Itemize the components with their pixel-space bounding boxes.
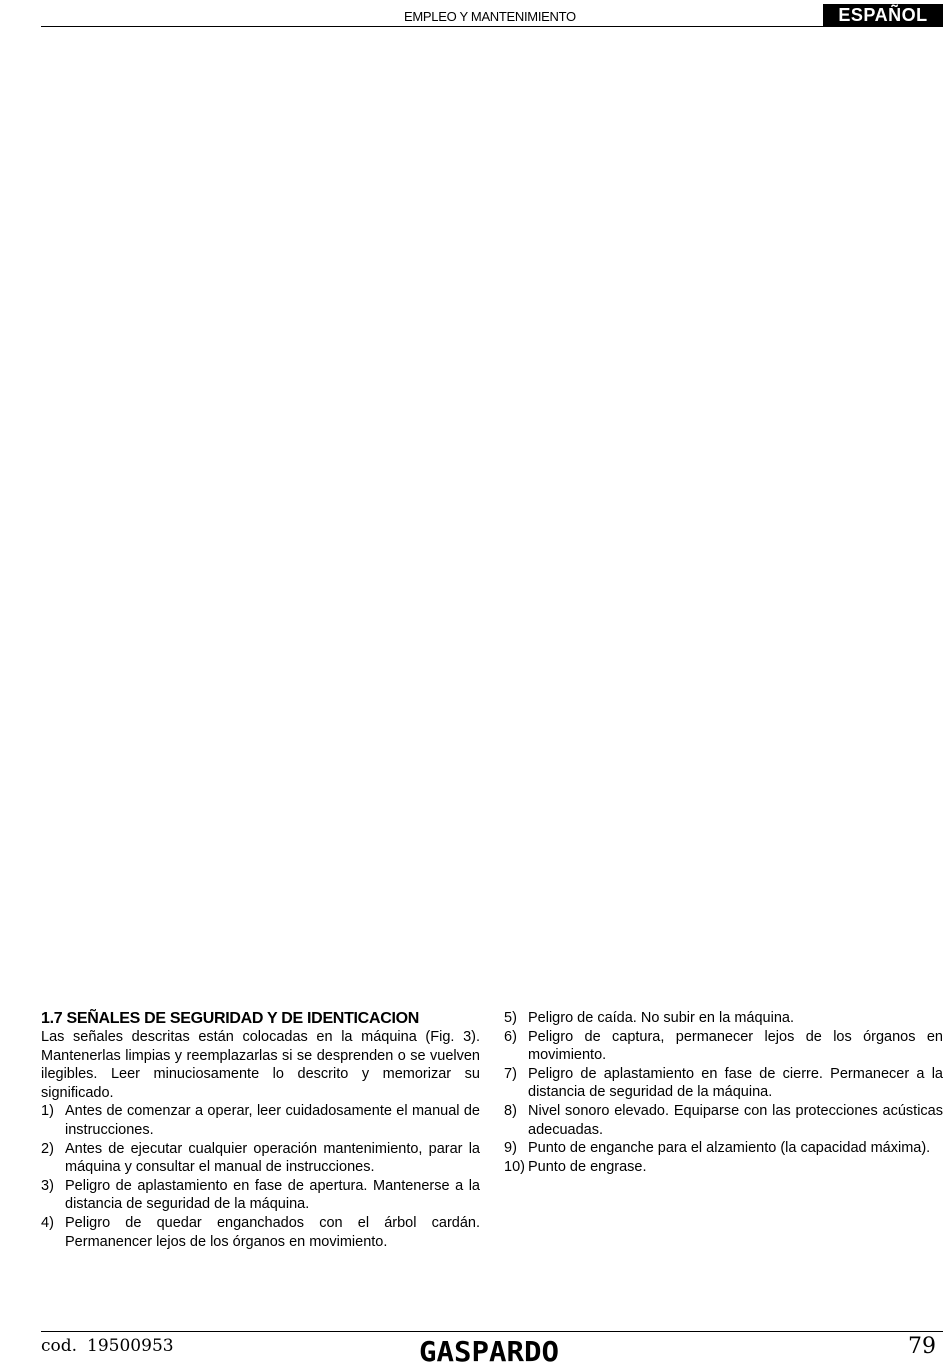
- document-code: [41, 1336, 174, 1356]
- list-item: [504, 1028, 943, 1065]
- item-number: 6): [504, 1028, 517, 1045]
- item-text: Nivel sonoro elevado. Equiparse con las protecciones acústicas adecuadas.: [528, 1102, 943, 1138]
- list-item: [504, 1139, 943, 1158]
- list-item: [504, 1102, 943, 1139]
- section-intro: Las señales descritas están colocadas en la máquina (Fig. 3). Mantenerlas limpias y reemplazarlas si se desprenden o se vuelven ilegibles. Leer minuciosamente lo descrito y memorizar su significado.: [41, 1029, 480, 1101]
- safety-list-left: [41, 1102, 480, 1251]
- right-column: [504, 1009, 943, 1176]
- item-number: 5): [504, 1010, 517, 1026]
- list-item: [504, 1009, 943, 1028]
- item-number: 10): [504, 1158, 525, 1175]
- page-number: 79: [908, 1334, 936, 1359]
- code-label: cod.: [41, 1336, 78, 1356]
- list-item: [41, 1177, 480, 1214]
- section-title: 1.7 SEÑALES DE SEGURIDAD Y DE IDENTICACION: [41, 1010, 419, 1027]
- item-text: Peligro de captura, permanecer lejos de los órganos en movimiento.: [528, 1028, 943, 1064]
- safety-list-right: [504, 1009, 943, 1176]
- item-text: Peligro de aplastamiento en fase de apertura. Mantenerse a la distancia de seguridad de la máquina.: [65, 1177, 480, 1213]
- item-number: 2): [41, 1140, 54, 1157]
- item-text: Punto de engrase.: [528, 1158, 647, 1175]
- item-number: 4): [41, 1214, 54, 1231]
- list-item: [41, 1214, 480, 1251]
- item-number: 8): [504, 1102, 517, 1119]
- list-item: [41, 1140, 480, 1177]
- item-number: 7): [504, 1065, 517, 1082]
- left-column: [41, 1009, 480, 1251]
- item-number: 9): [504, 1140, 517, 1157]
- list-item: [41, 1102, 480, 1139]
- item-number: 1): [41, 1103, 54, 1120]
- logo-text: GASPARDO: [419, 1337, 559, 1365]
- item-text: Punto de enganche para el alzamiento (la capacidad máxima).: [528, 1140, 931, 1157]
- header-rule: [41, 26, 943, 27]
- footer-rule: [41, 1331, 943, 1332]
- list-item: [504, 1065, 943, 1102]
- item-text: Antes de ejecutar cualquier operación mantenimiento, parar la máquina y consultar el manual de instrucciones.: [65, 1140, 480, 1176]
- language-badge: ESPAÑOL: [823, 4, 943, 27]
- item-number: 3): [41, 1177, 54, 1194]
- gaspardo-logo: [418, 1337, 560, 1365]
- item-text: Antes de comenzar a operar, leer cuidadosamente el manual de instrucciones.: [65, 1103, 480, 1138]
- item-text: Peligro de aplastamiento en fase de cierre. Permanecer a la distancia de seguridad de la máquina.: [528, 1065, 943, 1101]
- header-title: EMPLEO Y MANTENIMIENTO: [404, 9, 576, 24]
- code-number: 19500953: [87, 1336, 174, 1356]
- item-text: Peligro de caída. No subir en la máquina.: [528, 1010, 794, 1026]
- item-text: Peligro de quedar enganchados con el árbol cardán. Permanencer lejos de los órganos en movimiento.: [65, 1214, 480, 1250]
- list-item: [504, 1158, 943, 1177]
